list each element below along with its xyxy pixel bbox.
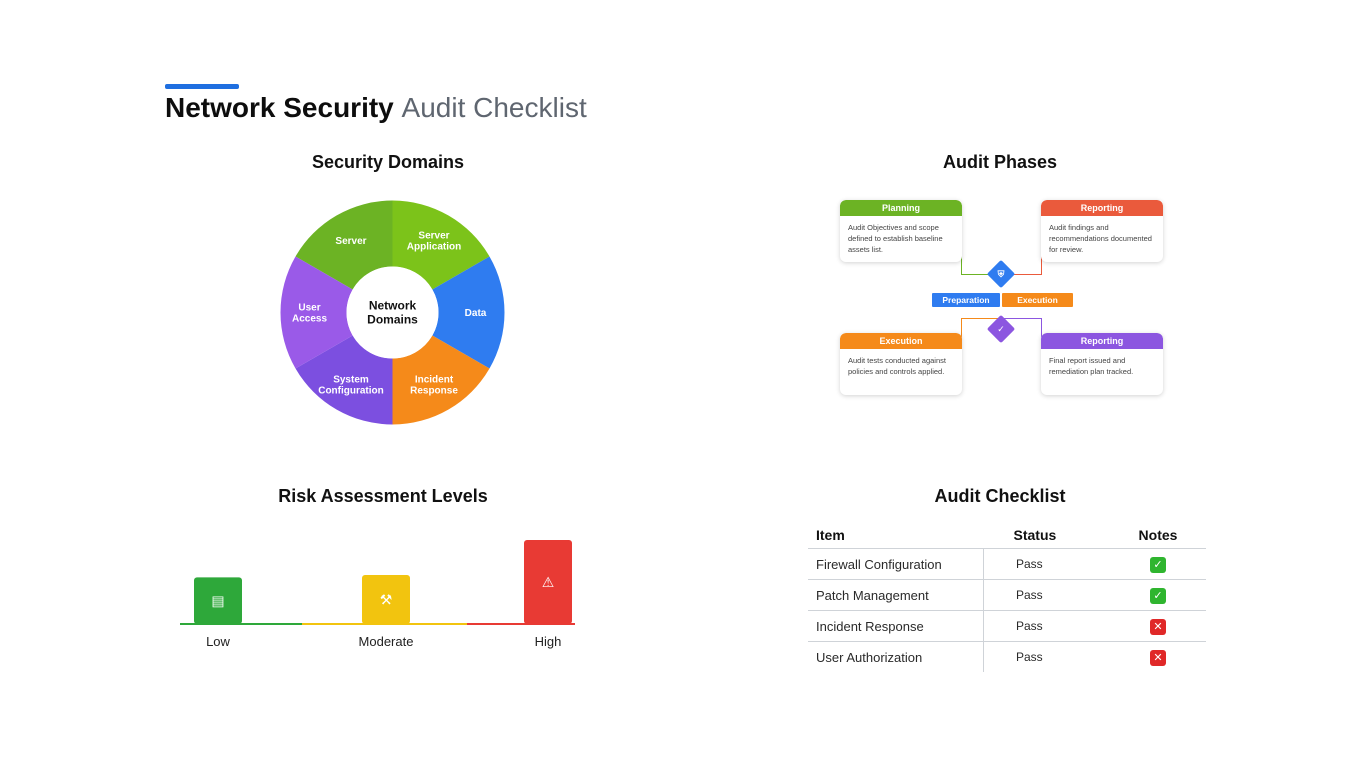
phase-chip-execution[interactable]: Execution (1002, 293, 1073, 307)
audit-checklist-table (808, 522, 1206, 672)
tools-icon: ⚒ (379, 592, 393, 609)
checklist-notes (1110, 642, 1206, 673)
title-accent-bar (165, 84, 239, 89)
page-title-light: Audit Checklist (401, 92, 587, 123)
phase-card-title: Reporting (1041, 333, 1163, 349)
risk-category-label: Low (206, 634, 230, 649)
column-header-item: Item (816, 527, 845, 543)
check-icon[interactable]: ✓ (1150, 588, 1166, 604)
security-domains-donut (270, 190, 515, 435)
phase-card-description: Audit Objectives and scope defined to establish baseline assets list. (848, 223, 943, 254)
phase-card-description: Audit tests conducted against policies and controls applied. (848, 356, 946, 376)
checklist-item: Patch Management (808, 580, 984, 611)
cross-icon[interactable]: ✕ (1150, 619, 1166, 635)
phase-card-description: Final report issued and remediation plan tracked. (1049, 356, 1134, 376)
document-icon: ▤ (211, 593, 225, 610)
audit-phases-title: Audit Phases (942, 152, 1058, 172)
phase-card-reporting-top[interactable] (1041, 200, 1163, 262)
table-header-row (808, 522, 1206, 549)
check-icon: ✓ (997, 324, 1005, 334)
phase-card-title: Reporting (1041, 200, 1163, 216)
donut-center-label: Network Domains (367, 298, 418, 327)
donut-segment-label: Server Application (406, 230, 462, 253)
phase-card-title: Execution (840, 333, 962, 349)
risk-levels-title: Risk Assessment Levels (278, 486, 488, 506)
page-title-strong: Network Security (165, 92, 394, 123)
risk-levels-chart (170, 530, 590, 660)
donut-segment-label: System Configuration (318, 374, 384, 397)
checklist-status: Pass (984, 611, 1111, 642)
risk-category-label: High (534, 634, 562, 649)
audit-checklist-title: Audit Checklist (934, 486, 1066, 506)
donut-segment-label: Incident Response (410, 374, 458, 397)
donut-segment-label: Server (335, 236, 367, 248)
checklist-status: Pass (984, 549, 1111, 580)
donut-segment-label: Data (464, 308, 487, 319)
checklist-notes (1110, 549, 1206, 580)
phase-card-execution[interactable] (840, 333, 962, 395)
alert-icon: ⚠ (541, 575, 555, 591)
table-row[interactable] (808, 642, 1206, 673)
column-header-status: Status (1013, 527, 1057, 543)
checklist-status: Pass (984, 580, 1111, 611)
risk-category-label: Moderate (358, 634, 414, 649)
checklist-notes (1110, 580, 1206, 611)
page-title (165, 92, 587, 124)
table-row[interactable] (808, 611, 1206, 642)
phase-card-planning[interactable] (840, 200, 962, 262)
donut-segment-label: User Access (291, 302, 328, 325)
phase-card-reporting-bottom[interactable] (1041, 333, 1163, 395)
check-icon[interactable]: ✓ (1150, 557, 1166, 573)
checklist-item: Incident Response (808, 611, 984, 642)
phase-card-description: Audit findings and recommendations documented for review. (1049, 223, 1152, 254)
column-header-notes: Notes (1138, 527, 1178, 543)
shield-icon: ⛨ (997, 269, 1005, 279)
table-row[interactable] (808, 549, 1206, 580)
phase-card-title: Planning (840, 200, 962, 216)
phase-chip-preparation[interactable]: Preparation (932, 293, 1000, 307)
checklist-item: Firewall Configuration (808, 549, 984, 580)
checklist-notes (1110, 611, 1206, 642)
table-row[interactable] (808, 580, 1206, 611)
checklist-status: Pass (984, 642, 1111, 673)
security-domains-title: Security Domains (311, 152, 465, 172)
checklist-item: User Authorization (808, 642, 984, 673)
cross-icon[interactable]: ✕ (1150, 650, 1166, 666)
